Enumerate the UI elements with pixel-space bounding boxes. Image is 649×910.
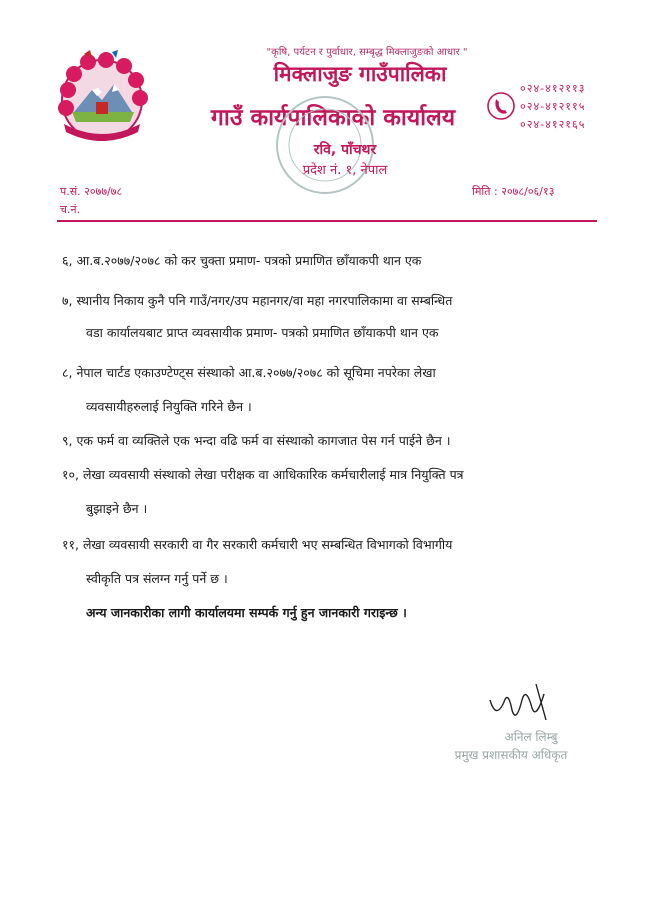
body-line: बुझाइने छैन । [86, 501, 148, 516]
reference-number: प.सं. २०७७/७८ [60, 185, 123, 198]
body-line: वडा कार्यालयबाट प्राप्त व्यवसायीक प्रमाण- पत्रको प्रमाणित छाँयाकपी थान एक [86, 325, 439, 340]
body-line: ६, आ.ब.२०७७/२०७८ को कर चुक्ता प्रमाण- पत्रको प्रमाणित छाँयाकपी थान एक [62, 253, 422, 268]
office-name: गाउँ कार्यपालिकाको कार्यालय [210, 105, 456, 131]
municipality-name: मिक्लाजुङ गाउँपालिका [273, 62, 447, 86]
signatory-title: प्रमुख प्रशासकीय अधिकृत [454, 748, 568, 762]
phone-number: ०२४-४१२१६५ [520, 118, 586, 131]
body-line: ११, लेखा व्यवसायी सरकारी वा गैर सरकारी कर्मचारी भए सम्बन्धित विभागको विभागीय [62, 537, 453, 552]
motto-text: "कृषि, पर्यटन र पुर्वाधार, सम्बृद्ध मिक्लाजुङको आधार " [266, 47, 468, 58]
closing-line: अन्य जानकारीका लागी कार्यालयमा सम्पर्क गर्नु हुन जानकारी गराइन्छ । [86, 605, 407, 620]
signatory-name: अनिल लिम्बु [504, 730, 558, 744]
telephone-icon [487, 92, 515, 120]
nepal-emblem-icon [54, 50, 150, 146]
phone-number: ०२४-४१२११५ [520, 100, 586, 113]
body-line: ८, नेपाल चार्टड एकाउण्टेण्ट्स संस्थाको आ.ब.२०७७/२०७८ को सूचिमा नपरेका लेखा [62, 365, 436, 380]
body-line: १०, लेखा व्यवसायी संस्थाको लेखा परीक्षक वा आधिकारिक कर्मचारीलाई मात्र नियुक्ति पत्र [62, 467, 464, 482]
phone-number: ०२४-४१२११३ [520, 82, 586, 95]
body-line: ७, स्थानीय निकाय कुनै पनि गाउँ/नगर/उप महानगर/वा महा नगरपालिकामा वा सम्बन्धित [62, 293, 453, 308]
dispatch-number: च.नं. [60, 203, 81, 216]
phone-numbers [520, 80, 630, 134]
signature-icon [486, 680, 556, 730]
body-line: स्वीकृति पत्र संलग्न गर्नु पर्ने छ । [86, 571, 228, 586]
body-line: व्यवसायीहरुलाई नियुक्ति गरिने छैन । [86, 399, 252, 414]
address-line-2: प्रदेश नं. १, नेपाल [302, 163, 388, 178]
header-divider [57, 220, 597, 222]
body-line: ९, एक फर्म वा व्यक्तिले एक भन्दा वढि फर्म वा संस्थाको कागजात पेस गर्न पाईने छैन । [62, 433, 451, 448]
letter-date: मिति : २०७८/०६/१३ [472, 185, 555, 198]
address-line-1: रवि, पाँचथर [313, 142, 377, 158]
